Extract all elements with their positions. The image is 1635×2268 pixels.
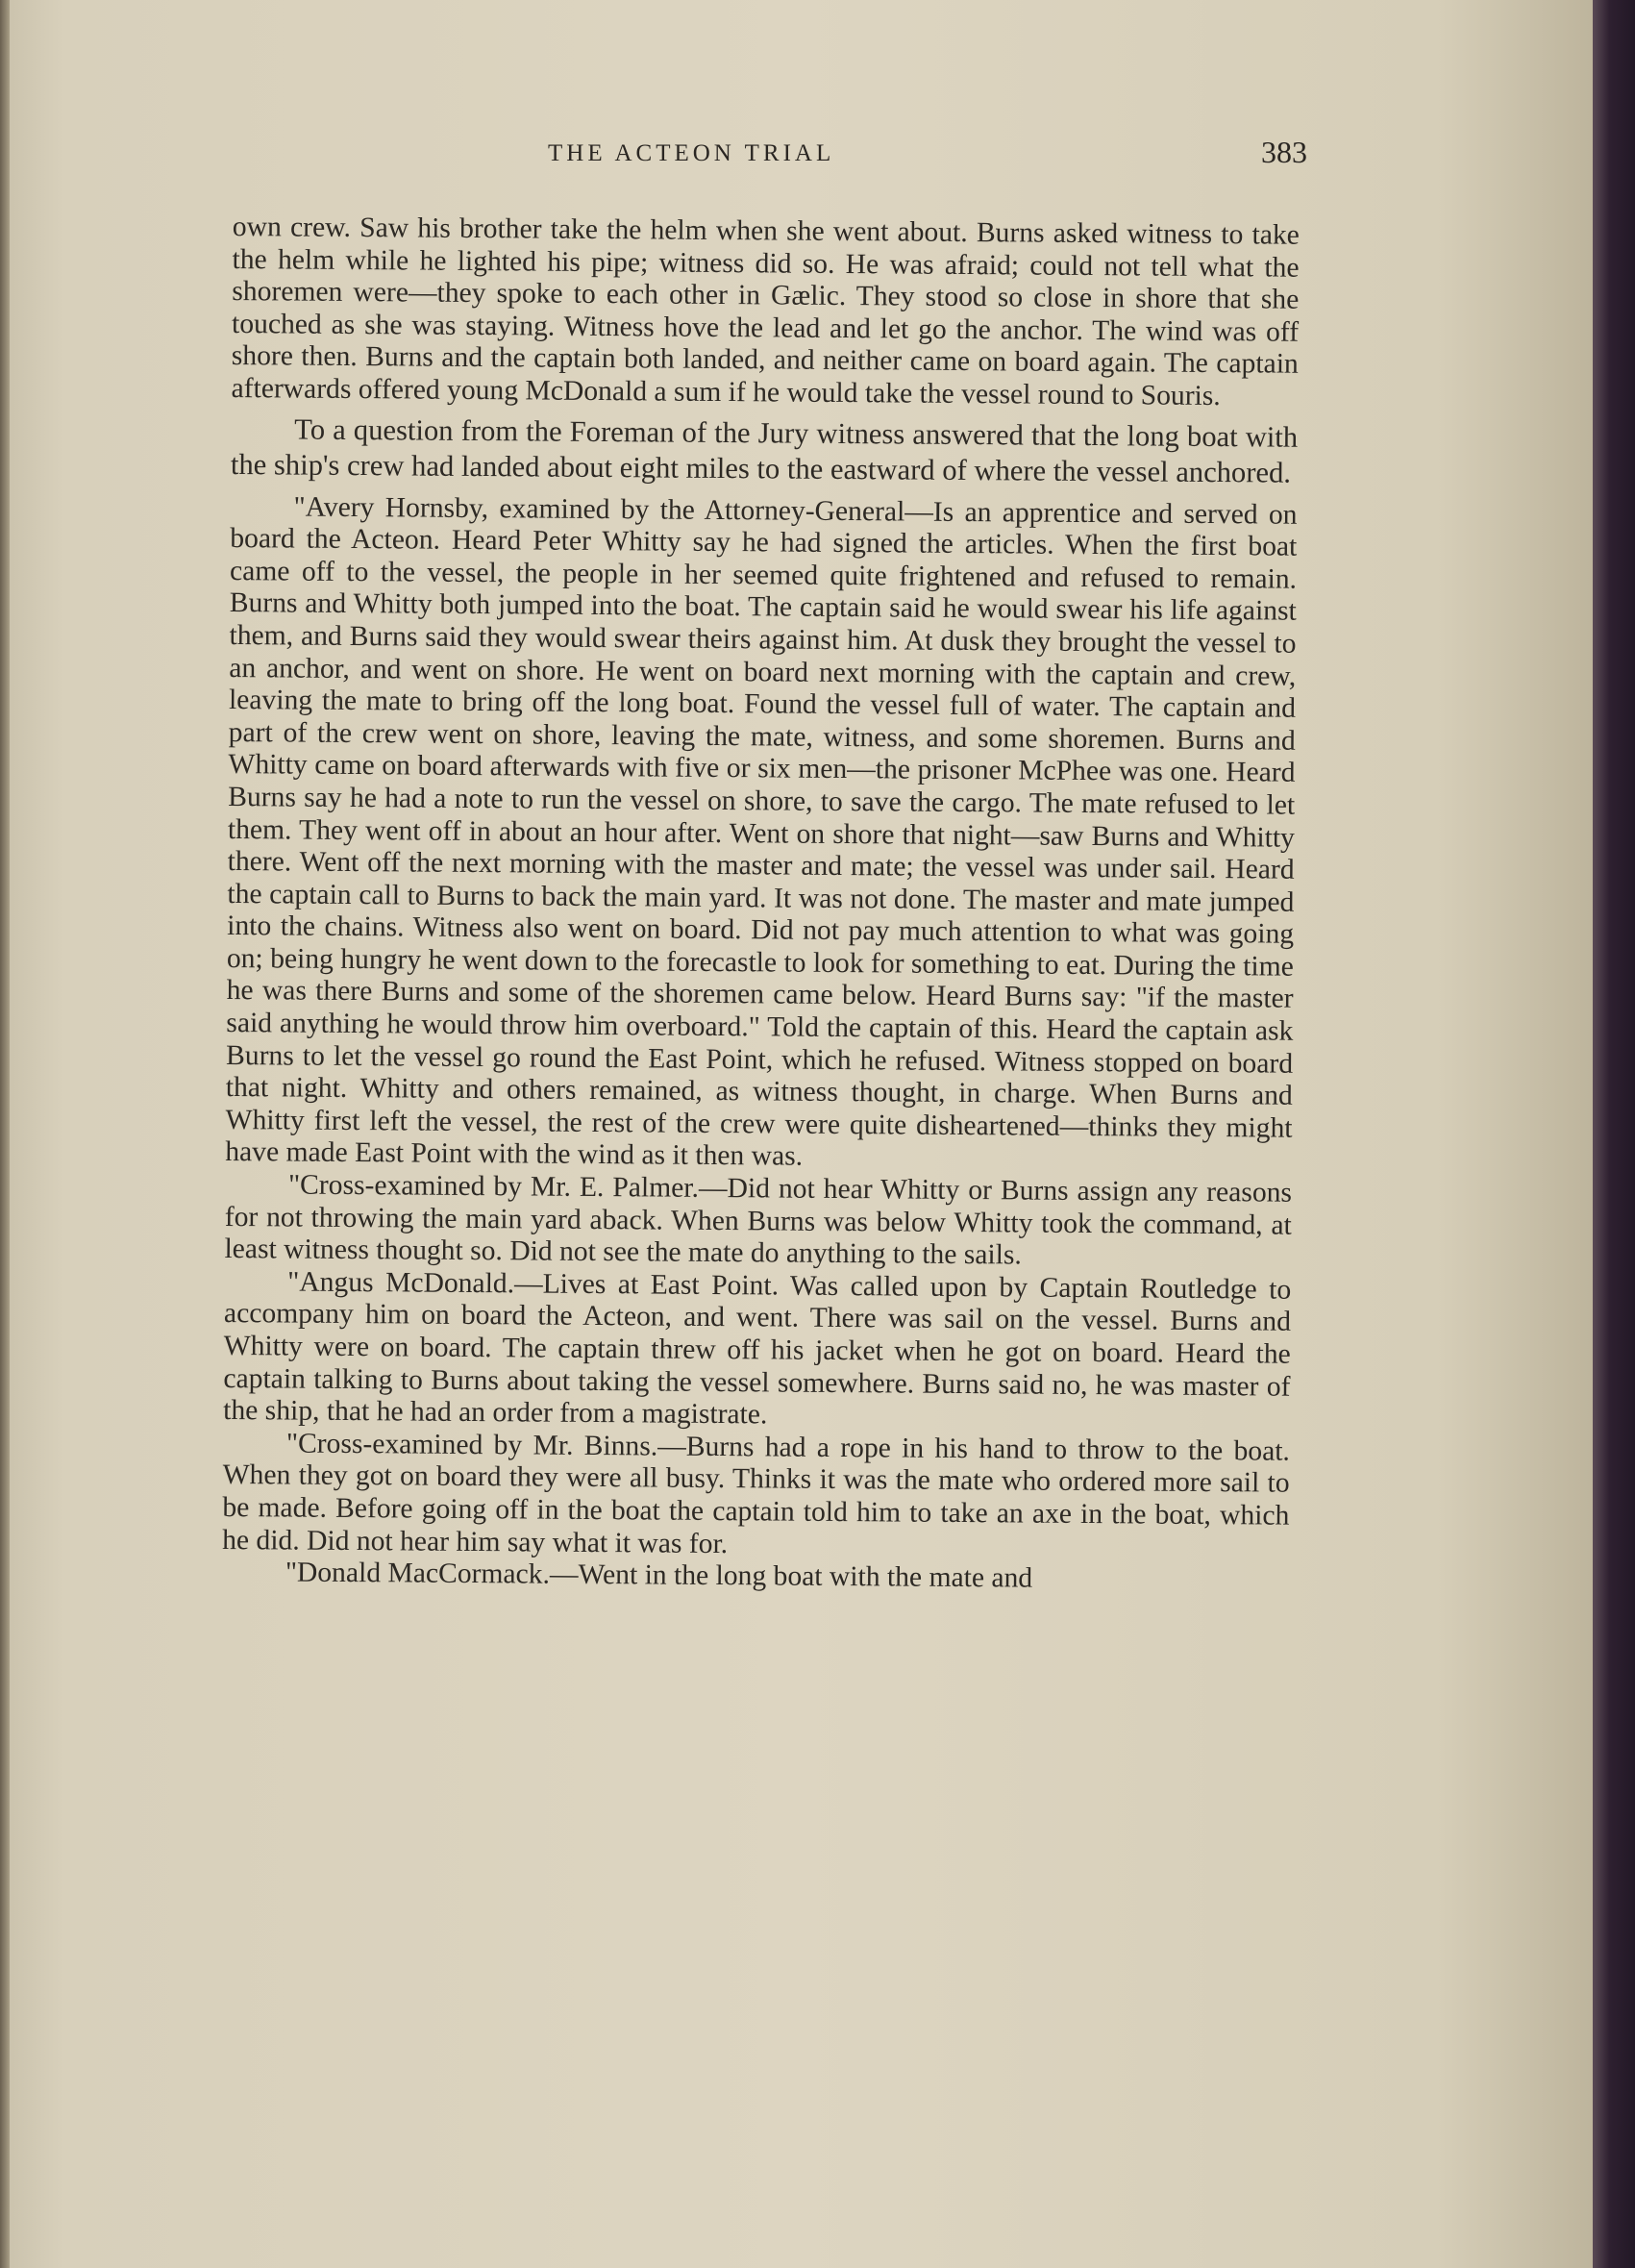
paragraph-maccormack-testimony: "Donald MacCormack.—Went in the long boat with the mate and [285, 1557, 1033, 1594]
paragraph-mcdonald-testimony: "Angus McDonald.—Lives at East Point. Was called upon by Captain Routledge to accompany him on board the Acteon, and went. There was sail on the vessel. Burns and Whitty were on board. The captain threw off his jacket when he got on board. Heard the captain talking to Burns about taking the vessel somewhere. Burns said no, he was master of the ship, that he had an order from a magistrate. [223, 1266, 1292, 1431]
page-left-edge [0, 0, 10, 2268]
paragraph-binns-cross: "Cross-examined by Mr. Binns.—Burns had a rope in his hand to throw to the boat. When they got on board they were all busy. Thinks it was the mate who ordered more sail to be made. Before going off in the boat the captain told him to take an axe in the boat, which he did. Did not hear him say what it was for. [222, 1428, 1291, 1559]
page-number: 383 [1261, 135, 1307, 169]
book-spine [1593, 0, 1635, 2268]
running-head: THE ACTEON TRIAL [548, 140, 835, 166]
paragraph-hornsby-testimony: "Avery Hornsby, examined by the Attorney-General—Is an apprentice and served on board the Acteon. Heard Peter Whitty say he had signed the articles. When the first boat came off to the vessel, the people in her seemed quite frightened and refused to remain. Burns and Whitty both jumped into the boat. The captain said he would swear his life against them, and Burns said they would swear theirs against him. At dusk they brought the vessel to an anchor, and went on shore. He went on board next morning with the captain and crew, leaving the mate to bring off the long boat. Found the vessel full of water. The captain and part of the crew went on shore, leaving the mate, witness, and some shoremen. Burns and Whitty came on board afterwards with five or six men—the prisoner McPhee was one. Heard Burns say he had a note to run the vessel on shore, to save the cargo. The mate refused to let them. They went off in about an hour after. Went on shore that night—saw Burns and Whitty there. Went off the next morning with the master and mate; the vessel was under sail. Heard the captain call to Burns to back the main yard. It was not done. The master and mate jumped into the chains. Witness also went on board. Did not pay much attention to what was going on; being hungry he went down to the forecastle to look for something to eat. During the time he was there Burns and some of the shoremen came below. Heard Burns say: "if the master said anything he would throw him overboard." Told the captain of this. Heard the captain ask Burns to let the vessel go round the East Point, which he refused. Witness stopped on board that night. Whitty and others remained, as witness thought, in charge. When Burns and Whitty first left the vessel, the rest of the crew were quite disheartened—thinks they might have made East Point with the wind as it then was. [225, 491, 1298, 1173]
paragraph-palmer-cross: "Cross-examined by Mr. E. Palmer.—Did not hear Whitty or Burns assign any reasons for not throwing the main yard aback. When Burns was below Whitty took the command, at least witness thought so. Did not see the mate do anything to the sails. [224, 1169, 1293, 1271]
paragraph-continued: own crew. Saw his brother take the helm when she went about. Burns asked witness to take the helm while he lighted his pipe; witness did so. He was afraid; could not tell what the shoremen were—they spoke to each other in Gælic. They stood so close in shore that she touched as she was staying. Witness hove the lead and let go the anchor. The wind was off shore then. Burns and the captain both landed, and neither came on board again. The captain afterwards offered young McDonald a sum if he would take the vessel round to Souris. [231, 212, 1300, 412]
page-header [231, 135, 1307, 183]
paragraph-foreman-question: To a question from the Foreman of the Jury witness answered that the long boat with the ship's crew had landed about eight miles to the eastward of where the vessel anchored. [230, 412, 1299, 489]
body-text [222, 212, 1300, 1597]
